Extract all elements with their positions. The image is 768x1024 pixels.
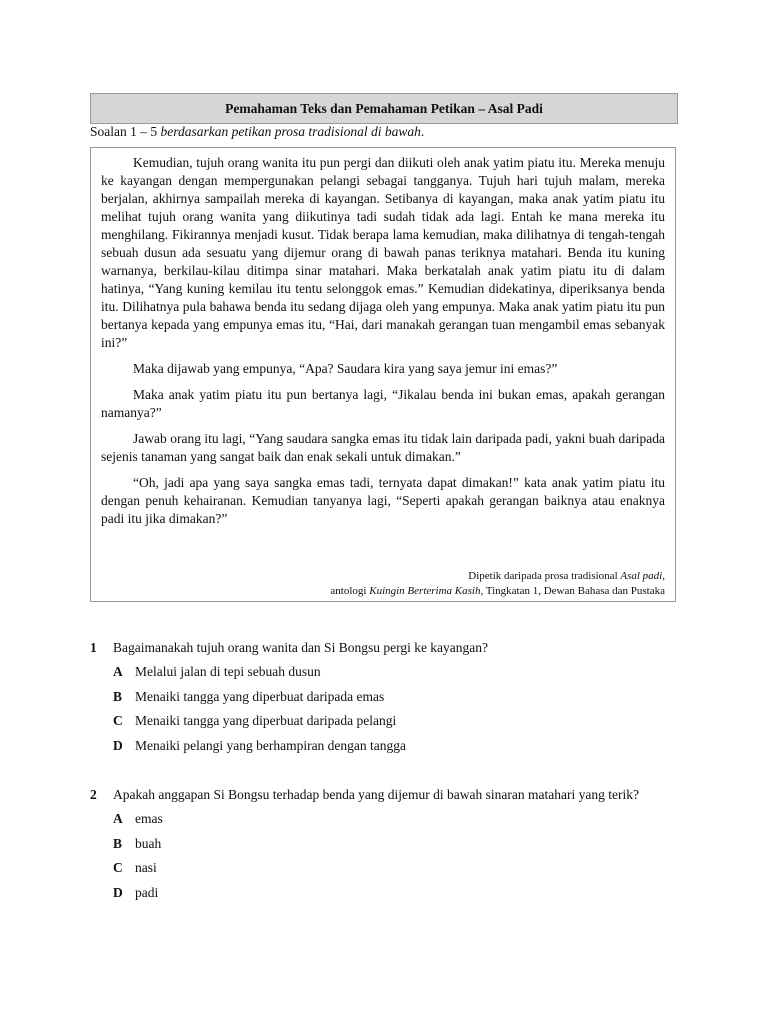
section-title	[90, 93, 678, 124]
option-d[interactable]	[113, 734, 680, 759]
passage-source	[330, 569, 665, 599]
passage-paragraph: Maka anak yatim piatu itu pun bertanya lagi, “Jikalau benda ini bukan emas, apakah gerangan namanya?”	[101, 387, 665, 420]
option-text: Melalui jalan di tepi sebuah dusun	[135, 664, 321, 679]
option-letter: A	[113, 811, 123, 826]
question-number: 2	[90, 787, 97, 802]
instruction-italic: berdasarkan petikan prosa tradisional di bawah	[160, 124, 421, 139]
section-title-text: Pemahaman Teks dan Pemahaman Petikan – Asal Padi	[225, 100, 543, 116]
option-text: Menaiki tangga yang diperbuat daripada emas	[135, 688, 385, 704]
option-a[interactable]	[113, 660, 680, 685]
question-text: Apakah anggapan Si Bongsu terhadap benda yang dijemur di bawah sinaran matahari yang terik?	[113, 787, 639, 802]
passage-paragraph: Kemudian, tujuh orang wanita itu pun pergi dan diikuti oleh anak yatim piatu itu. Mereka menuju ke kayangan dengan mempergunakan pelangi sebagai tangganya. Tujuh hari tujuh malam, mereka berjalan, akhirnya sampailah mereka di kayangan. Setibanya di kayangan, maka anak yatim piatu itu melihat tujuh orang wanita yang diikutinya tadi sudah tidak ada lagi. Entah ke mana mereka itu menghilang. Fikirannya menjadi kusut. Tidak berapa lama kemudian, maka dilihatnya di tengah-tengah sebuah dusun ada sesuatu yang dijemur orang di bawah panas teriknya matahari. Benda itu kuning warnanya, berkilau-kilau ditimpa sinar matahari. Maka berkatalah anak yatim piatu itu di dalam hatinya, “Yang kuning kemilau itu tentu selonggok emas.” Kemudian didekatinya, diperiksanya benda itu. Dilihatnya pula bahawa benda itu sedang dijaga oleh yang empunya. Maka anak yatim piatu itu pun bertanya kepada yang empunya emas itu, “Hai, dari manakah gerangan tuan mengambil emas sebanyak ini?”	[101, 155, 665, 350]
option-b[interactable]	[113, 685, 680, 710]
option-text: Menaiki tangga yang diperbuat daripada pelangi	[135, 713, 397, 728]
source-line-2-prefix: antologi	[330, 585, 370, 597]
instruction-suffix: .	[420, 124, 425, 139]
option-letter: D	[113, 737, 123, 753]
passage-paragraph: Jawab orang itu lagi, “Yang saudara sangka emas itu tidak lain daripada padi, yakni buah daripada sejenis tanaman yang sangat baik dan enak sekali untuk dimakan.”	[101, 431, 665, 464]
passage-box	[90, 147, 676, 602]
option-letter: A	[113, 664, 123, 679]
instruction-prefix: Soalan 1 – 5	[90, 124, 161, 139]
source-line-1	[330, 569, 665, 584]
option-text: nasi	[135, 860, 157, 875]
question-2	[90, 785, 680, 905]
source-line-1-prefix: Dipetik daripada prosa tradisional	[468, 570, 621, 582]
passage-paragraph: Maka dijawab yang empunya, “Apa? Saudara kira yang saya jemur ini emas?”	[133, 361, 558, 376]
option-b[interactable]	[113, 832, 680, 857]
option-text: Menaiki pelangi yang berhampiran dengan tangga	[135, 737, 407, 753]
option-d[interactable]	[113, 881, 680, 906]
option-a[interactable]	[113, 807, 680, 832]
source-line-2-suffix: , Tingkatan 1, Dewan Bahasa dan Pustaka	[480, 585, 665, 597]
source-anthology: Kuingin Berterima Kasih	[369, 585, 481, 597]
option-c[interactable]	[113, 709, 680, 734]
option-letter: C	[113, 713, 123, 728]
option-letter: B	[113, 688, 123, 704]
option-letter: B	[113, 835, 123, 851]
option-text: emas	[135, 811, 163, 826]
option-letter: D	[113, 884, 123, 900]
instruction	[90, 124, 424, 140]
option-text: padi	[135, 884, 159, 900]
option-text: buah	[135, 835, 162, 851]
question-1	[90, 638, 680, 758]
source-line-2	[330, 584, 665, 599]
question-text: Bagaimanakah tujuh orang wanita dan Si Bongsu pergi ke kayangan?	[113, 640, 489, 655]
option-letter: C	[113, 860, 123, 875]
question-number: 1	[90, 640, 97, 655]
question-2-header	[90, 785, 680, 805]
option-c[interactable]	[113, 856, 680, 881]
source-title: Asal padi	[620, 570, 663, 582]
source-line-1-suffix: ,	[662, 570, 665, 582]
question-1-header	[90, 638, 680, 658]
passage-paragraph: “Oh, jadi apa yang saya sangka emas tadi, ternyata dapat dimakan!” kata anak yatim piatu itu dengan penuh kehairanan. Kemudian tanyanya lagi, “Seperti apakah gerangan baiknya atau enaknya padi itu jika dimakan?”	[101, 475, 665, 526]
